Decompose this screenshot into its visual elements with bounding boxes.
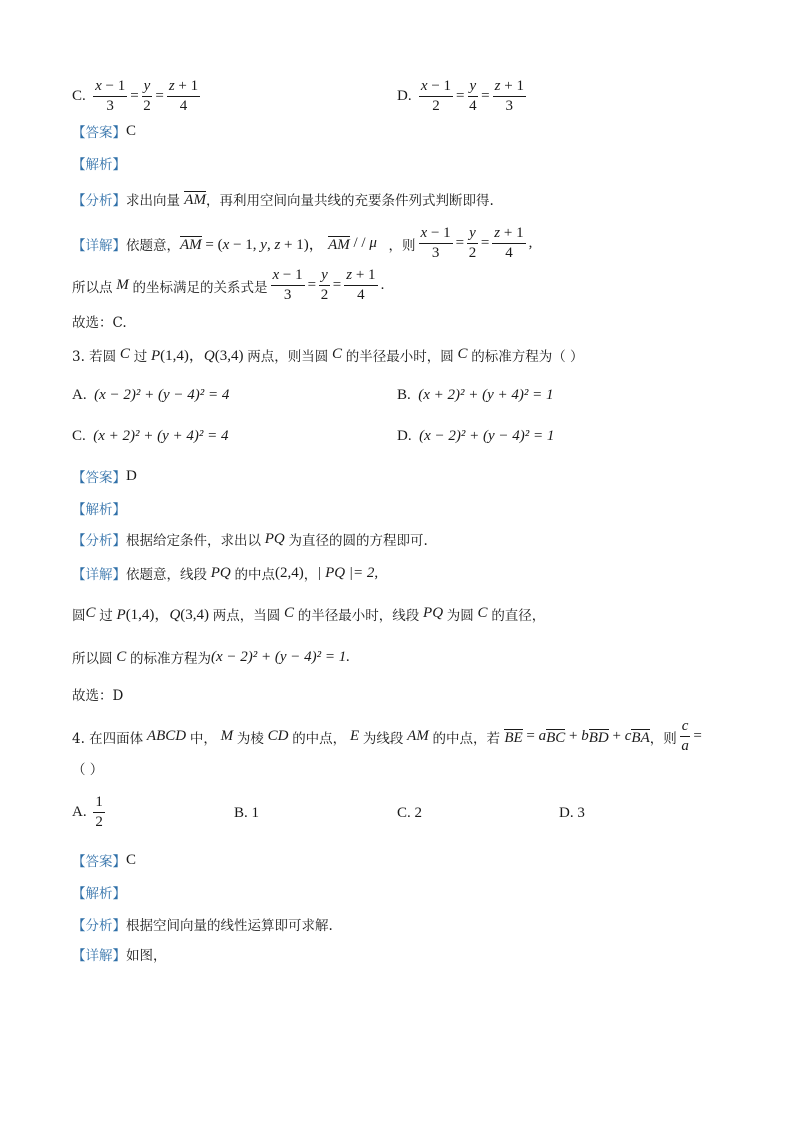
xiangjie-text: ， <box>303 567 318 583</box>
stem-text: 中， <box>189 730 217 747</box>
fenxi-tag: 【分析】 <box>72 918 126 934</box>
choice-line <box>72 311 127 331</box>
stem-text: 4. 在四面体 <box>72 730 144 747</box>
fenxi-text: 为直径的圆的方程即可. <box>288 533 428 549</box>
vector-bd: BD <box>588 729 609 746</box>
xiangjie-text: 两点，当圆 <box>212 607 281 624</box>
xiangjie-text: 依题意， <box>126 237 180 254</box>
fenxi-line <box>72 189 494 209</box>
fraction: $\frac{c}{a}$ <box>681 718 689 754</box>
xiangjie-text: ，则 <box>388 237 416 254</box>
option-label: C. <box>72 428 86 444</box>
answer-tag: 【答案】 <box>72 470 126 486</box>
xiangjie-tag: 【详解】 <box>72 567 126 583</box>
xiangjie-line <box>72 944 167 964</box>
equation: (x − 2)² + (y − 4)² = 1. <box>211 648 351 665</box>
option-value: 3 <box>577 805 585 821</box>
choice-text: 故选：D <box>72 688 124 704</box>
fenxi-line: 【分析】 根据给定条件，求出以 PQ 为直径的圆的方程即可. <box>72 530 428 549</box>
fraction: $\frac{y}{2}$ <box>468 225 477 261</box>
option-label: C. <box>72 88 86 104</box>
option-label: B. <box>397 387 411 403</box>
vector-ba: BA <box>631 729 650 746</box>
option-expr: (x + 2)² + (y + 4)² = 4 <box>93 428 229 444</box>
option-expr: (x − 2)² + (y − 4)² = 1 <box>419 428 555 444</box>
xiangjie-text: 的中点 <box>234 567 275 583</box>
fraction: $\frac{x - 1}{3}$ <box>272 267 303 303</box>
answer-value: C <box>126 851 137 868</box>
xiangjie-text: 所以圆 <box>72 651 113 667</box>
conclusion-text: 所以点 <box>72 279 113 296</box>
xiangjie-text: 如图， <box>126 948 167 964</box>
option-label: B. <box>234 805 248 821</box>
analysis-tag <box>72 498 126 518</box>
option-label: D. <box>397 428 412 444</box>
answer-tag: 【答案】 <box>72 125 126 141</box>
xiangjie-text: 的直径， <box>491 607 546 624</box>
fraction: $\frac{z + 1}{3}$ <box>494 78 524 114</box>
stem-text: 为棱 <box>236 730 264 747</box>
option-label: A. <box>72 387 87 403</box>
xiangjie-text: 依题意，线段 <box>126 567 207 583</box>
stem-text: 的半径最小时，圆 <box>345 348 454 365</box>
stem-text: 为线段 <box>362 730 404 747</box>
vector-am: AM <box>328 236 350 253</box>
analysis-tag <box>72 153 126 173</box>
question-4-paren <box>72 758 103 778</box>
paren-text: （ ） <box>72 762 104 778</box>
fraction: $\frac{y}{2}$ <box>320 267 329 303</box>
option-value: 2 <box>414 805 423 821</box>
conclusion-text: 的坐标满足的关系式是 <box>132 279 268 296</box>
fenxi-tag: 【分析】 <box>72 193 126 209</box>
option-expr: (x + 2)² + (y + 4)² = 1 <box>418 387 554 403</box>
jiexi-tag: 【解析】 <box>72 886 126 902</box>
fenxi-tag: 【分析】 <box>72 533 126 549</box>
xiangjie-line-2: 圆 C 过 P(1,4)，Q(3,4) 两点，当圆 C 的半径最小时，线段 PQ 为圆 C 的直径， <box>72 605 546 624</box>
answer-tag: 【答案】 <box>72 854 126 870</box>
xiangjie-tag: 【详解】 <box>72 237 126 254</box>
choice-line <box>72 684 123 704</box>
option-d: D. $\frac{x - 1}{2}$ = $\frac{y}{4}$ = $\frac{z + 1}{3}$ <box>397 78 524 114</box>
option-expr: (x − 2)² + (y − 4)² = 4 <box>94 387 230 403</box>
fenxi-text: 根据给定条件，求出以 <box>126 533 261 549</box>
vector-am: AM <box>180 236 202 253</box>
jiexi-tag: 【解析】 <box>72 157 126 173</box>
option-c <box>397 805 422 822</box>
stem-text: 3. 若圆 <box>72 348 117 365</box>
fenxi-line <box>72 914 333 934</box>
xiangjie-text: 的标准方程为 <box>130 651 212 667</box>
answer-line <box>72 466 137 486</box>
conclusion-line: 所以点 M 的坐标满足的关系式是 $\frac{x - 1}{3}$ = $\frac{y}{2}$ = $\frac{z + 1}{4}$ . <box>72 267 385 303</box>
length-value: | PQ |= 2 <box>317 564 375 581</box>
stem-text: ，则 <box>649 730 677 747</box>
option-label: C. <box>397 805 411 821</box>
option-fraction: $\frac{1}{2}$ <box>95 794 103 830</box>
fraction: $\frac{y}{4}$ <box>469 78 477 114</box>
option-label: D. <box>397 88 412 104</box>
option-c: C. $\frac{x - 1}{3}$ = $\frac{y}{2}$ = $\frac{z + 1}{4}$ <box>72 78 199 114</box>
option-b <box>397 387 554 404</box>
stem-text: 的中点，若 <box>432 730 501 747</box>
fraction: $\frac{x - 1}{3}$ <box>420 225 451 261</box>
xiangjie-line: 【详解】 依题意， AM = (x − 1, y, z + 1)， AM / / μ⃗ ，则 $\frac{x - 1}{3}$ = $\frac{y}{2}$ = $\frac{z + 1}{4}$ , <box>72 225 533 261</box>
fenxi-text: 根据空间向量的线性运算即可求解. <box>126 918 333 934</box>
xiangjie-line: 【详解】 依题意，线段 PQ 的中点 (2,4) ， | PQ |= 2 , <box>72 564 379 583</box>
fraction: $\frac{z + 1}{4}$ <box>168 78 199 114</box>
analysis-tag <box>72 882 126 902</box>
fraction: $\frac{x - 1}{2}$ <box>420 78 452 114</box>
xiangjie-text: 的半径最小时，线段 <box>297 607 420 624</box>
option-c <box>72 428 229 445</box>
choice-text: 故选：C. <box>72 315 127 331</box>
fenxi-text2: ，再利用空间向量共线的充要条件列式判断即得. <box>205 193 494 209</box>
stem-text: 的中点， <box>292 730 347 747</box>
fenxi-text: 求出向量 <box>126 193 180 209</box>
option-b <box>234 805 259 822</box>
xiangjie-tag: 【详解】 <box>72 948 126 964</box>
fraction: $\frac{y}{2}$ <box>143 78 151 114</box>
jiexi-tag: 【解析】 <box>72 502 126 518</box>
xiangjie-text: 为圆 <box>446 607 474 624</box>
option-label: D. <box>559 805 574 821</box>
option-value: 1 <box>251 805 260 821</box>
midpoint-value: (2,4) <box>275 564 304 581</box>
fraction: $\frac{z + 1}{4}$ <box>346 267 376 303</box>
answer-value: D <box>126 467 137 484</box>
fraction: $\frac{z + 1}{4}$ <box>494 225 524 261</box>
stem-text: 的标准方程为（ ） <box>471 348 584 365</box>
vector-am: AM <box>184 192 206 208</box>
option-d <box>559 805 585 822</box>
question-3-stem: 3. 若圆 C 过 P(1,4)，Q(3,4) 两点，则当圆 C 的半径最小时，圆 C 的标准方程为（ ） <box>72 346 584 365</box>
option-a <box>72 794 108 831</box>
option-d <box>397 428 554 445</box>
option-a <box>72 387 229 404</box>
question-4-stem: 4. 在四面体 ABCD 中， M 为棱 CD 的中点， E 为线段 AM 的中点，若 BE = a BC + b BD + c BA ，则 $\frac{c}{a}$ = <box>72 718 702 754</box>
vector-be: BE <box>504 729 523 746</box>
stem-text: 两点，则当圆 <box>247 348 329 365</box>
fraction: $\frac{x - 1}{3}$ <box>95 78 126 114</box>
answer-line <box>72 121 136 141</box>
stem-text: 过 <box>133 348 148 365</box>
xiangjie-line-3: 所以圆 C 的标准方程为 (x − 2)² + (y − 4)² = 1. <box>72 648 351 667</box>
vector-bc: BC <box>546 729 566 746</box>
answer-value: C <box>126 122 137 139</box>
option-label: A. <box>72 804 87 820</box>
xiangjie-text: 过 <box>99 607 113 624</box>
answer-line <box>72 850 136 870</box>
xiangjie-text: 圆 <box>72 607 86 624</box>
